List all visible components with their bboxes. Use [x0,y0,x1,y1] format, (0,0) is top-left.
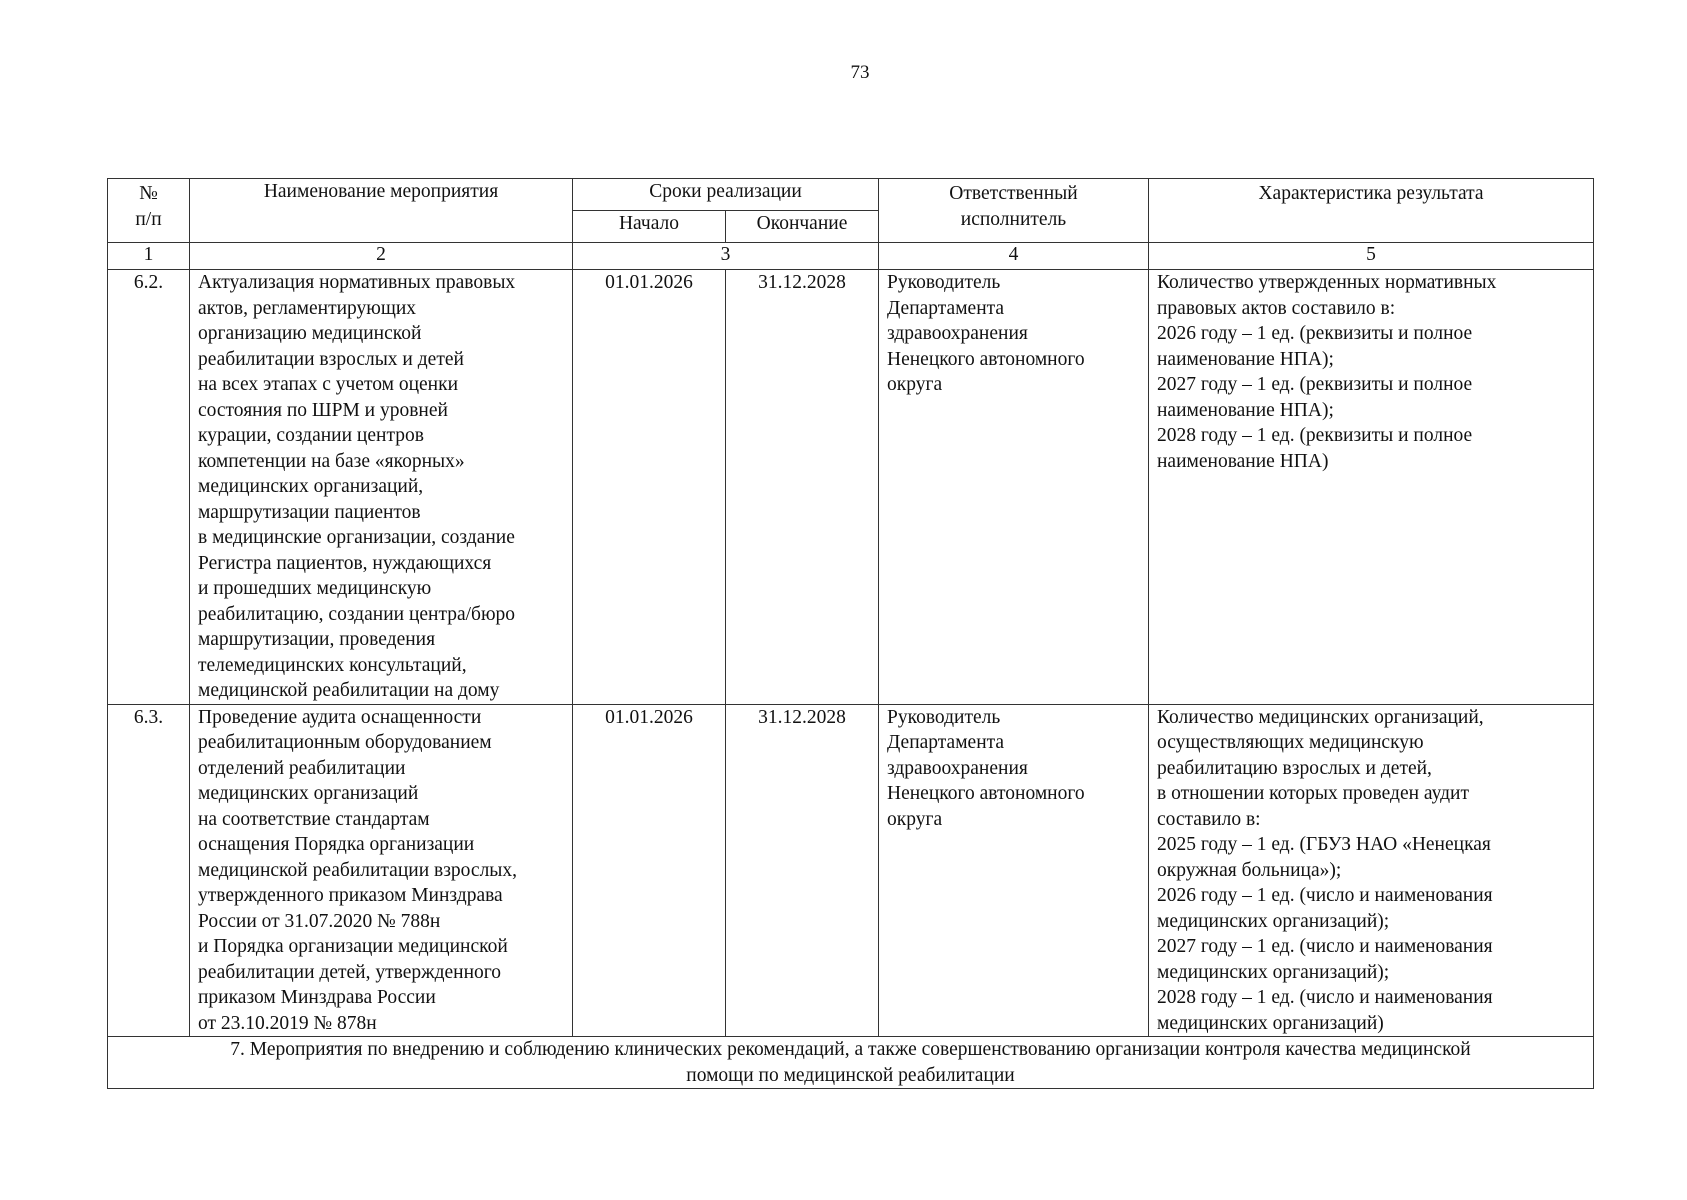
activity-name-line: курации, создании центров [198,425,424,446]
activity-name-line: и Порядка организации медицинской [198,936,508,957]
header-responsible-line: Ответственный [949,183,1078,204]
result-line: 2027 году – 1 ед. (реквизиты и полное [1157,374,1473,395]
activity-name [190,704,573,1037]
header-number-line: № [139,183,158,204]
result-line: реабилитацию взрослых и детей, [1157,757,1432,779]
result-line: осуществляющих медицинскую [1157,732,1424,753]
activity-name-line: от 23.10.2019 № 878н [198,1012,377,1034]
responsible-line: Департамента [887,297,1005,319]
activity-name-line: утвержденного приказом Минздрава [198,885,503,906]
table-row [108,704,1594,1037]
section-heading [108,1037,1594,1089]
responsible-line: округа [887,374,943,395]
responsible-line: здравоохранения [887,757,1028,779]
section-heading-line: 7. Мероприятия по внедрению и соблюдению клинических рекомендаций, а также совершенствованию организации контроля качества медицинской [230,1039,1471,1060]
result-line: 2027 году – 1 ед. (число и наименования [1157,936,1493,957]
result-line: 2028 году – 1 ед. (реквизиты и полное [1157,425,1473,446]
responsible-line: здравоохранения [887,323,1028,344]
header-end: Окончание [726,211,879,243]
result-line: наименование НПА) [1157,450,1329,472]
result-line: окружная больница»); [1157,859,1342,881]
table-body [108,270,1594,1037]
responsible-line: Ненецкого автономного [887,783,1085,804]
result-line: Количество утвержденных нормативных [1157,272,1497,293]
result-line: наименование НПА); [1157,399,1334,421]
activity-name-line: и прошедших медицинскую [198,578,432,599]
result-line: медицинских организаций) [1157,1012,1384,1034]
result-line: медицинских организаций); [1157,910,1390,932]
responsible-line: Ненецкого автономного [887,348,1085,370]
activity-name [190,270,573,705]
page-number: 73 [850,62,870,83]
activity-name-line: маршрутизации, проведения [198,629,436,650]
result-line: в отношении которых проведен аудит [1157,783,1469,804]
responsible-executor [879,704,1149,1037]
column-number: 1 [108,243,190,270]
activity-name-line: компетенции на базе «якорных» [198,450,465,472]
responsible-line: Департамента [887,732,1005,753]
header-number [108,179,190,243]
activity-name-line: реабилитационным оборудованием [198,732,492,753]
responsible-executor [879,270,1149,705]
activity-name-line: медицинских организаций [198,783,419,804]
activity-name-line: телемедицинских консультаций, [198,654,467,676]
row-number: 6.2. [108,270,190,705]
end-date: 31.12.2028 [726,270,879,705]
activity-name-line: состояния по ШРМ и уровней [198,399,448,421]
table-row [108,270,1594,705]
result-line: медицинских организаций); [1157,961,1390,983]
header-name: Наименование мероприятия [190,179,573,243]
activity-name-line: медицинской реабилитации взрослых, [198,859,518,881]
header-responsible-line: исполнитель [960,208,1067,230]
activity-name-line: организацию медицинской [198,323,422,344]
result-line: 2028 году – 1 ед. (число и наименования [1157,987,1493,1008]
result-line: 2025 году – 1 ед. (ГБУЗ НАО «Ненецкая [1157,834,1491,855]
responsible-line: округа [887,808,943,830]
column-number: 5 [1149,243,1594,270]
activity-name-line: в медицинские организации, создание [198,527,515,548]
activity-name-line: реабилитации детей, утвержденного [198,961,502,983]
activity-name-line: оснащения Порядка организации [198,834,475,855]
column-number: 3 [573,243,879,270]
section-heading-line: помощи по медицинской реабилитации [686,1064,1015,1086]
activity-name-line: Актуализация нормативных правовых [198,272,516,293]
header-number-line: п/п [135,208,162,230]
activity-name-line: Регистра пациентов, нуждающихся [198,552,492,574]
result-line: 2026 году – 1 ед. (реквизиты и полное [1157,323,1473,344]
result-line: Количество медицинских организаций, [1157,706,1484,728]
activity-name-line: на всех этапах с учетом оценки [198,374,459,395]
responsible-line: Руководитель [887,272,1001,293]
activity-name-line: приказом Минздрава России [198,987,436,1008]
end-date: 31.12.2028 [726,704,879,1037]
result-line: составило в: [1157,808,1261,830]
activity-name-line: отделений реабилитации [198,757,406,779]
header-period: Сроки реализации [573,179,879,211]
result-line: наименование НПА); [1157,348,1334,370]
header-responsible [879,179,1149,243]
activity-name-line: маршрутизации пациентов [198,501,421,523]
responsible-line: Руководитель [887,706,1001,728]
result-description [1149,704,1594,1037]
header-result: Характеристика результата [1149,179,1594,243]
start-date: 01.01.2026 [573,704,726,1037]
header-start: Начало [573,211,726,243]
activity-name-line: медицинской реабилитации на дому [198,680,500,701]
column-number: 4 [879,243,1149,270]
result-line: правовых актов составило в: [1157,297,1396,319]
start-date: 01.01.2026 [573,270,726,705]
row-number: 6.3. [108,704,190,1037]
column-number: 2 [190,243,573,270]
activity-name-line: России от 31.07.2020 № 788н [198,910,441,932]
activity-name-line: медицинских организаций, [198,476,424,497]
result-description [1149,270,1594,705]
activities-table [107,178,1594,1089]
activity-name-line: реабилитации взрослых и детей [198,348,464,370]
activity-name-line: Проведение аудита оснащенности [198,706,482,728]
activity-name-line: реабилитацию, создании центра/бюро [198,603,516,625]
result-line: 2026 году – 1 ед. (число и наименования [1157,885,1493,906]
activity-name-line: на соответствие стандартам [198,808,430,830]
activity-name-line: актов, регламентирующих [198,297,417,319]
